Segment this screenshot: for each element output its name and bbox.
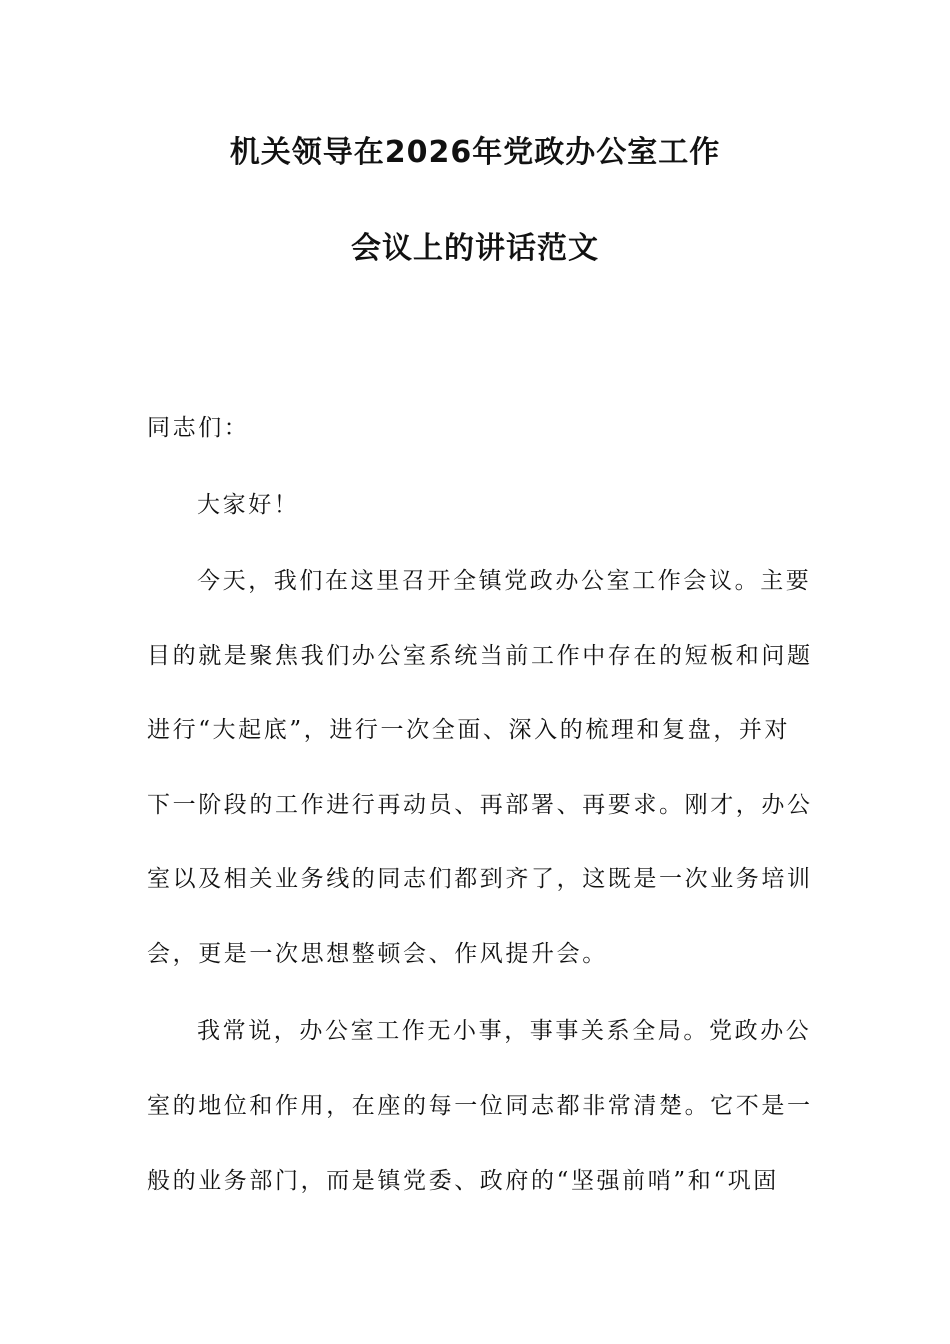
document-title-line-2: 会议上的讲话范文 — [351, 231, 599, 266]
paragraph-line: 般的业务部门，而是镇党委、政府的“坚强前哨”和“巩固 — [147, 1168, 779, 1194]
document-title-line-1: 机关领导在2026年党政办公室工作 — [229, 135, 721, 170]
paragraph-line: 下一阶段的工作进行再动员、再部署、再要求。刚才，办公 — [147, 792, 813, 818]
paragraph-line: 今天，我们在这里召开全镇党政办公室工作会议。主要 — [197, 568, 812, 594]
paragraph-line: 会，更是一次思想整顿会、作风提升会。 — [147, 941, 608, 967]
paragraph-line: 室的地位和作用，在座的每一位同志都非常清楚。它不是一 — [147, 1093, 813, 1119]
salutation: 同志们： — [147, 415, 250, 441]
paragraph-line: 室以及相关业务线的同志们都到齐了，这既是一次业务培训 — [147, 866, 813, 892]
paragraph-line: 目的就是聚焦我们办公室系统当前工作中存在的短板和问题 — [147, 643, 813, 669]
paragraph-greeting: 大家好！ — [197, 492, 300, 518]
paragraph-line: 我常说，办公室工作无小事，事事关系全局。党政办公 — [197, 1018, 812, 1044]
paragraph-line: 进行“大起底”，进行一次全面、深入的梳理和复盘，并对 — [147, 717, 791, 743]
